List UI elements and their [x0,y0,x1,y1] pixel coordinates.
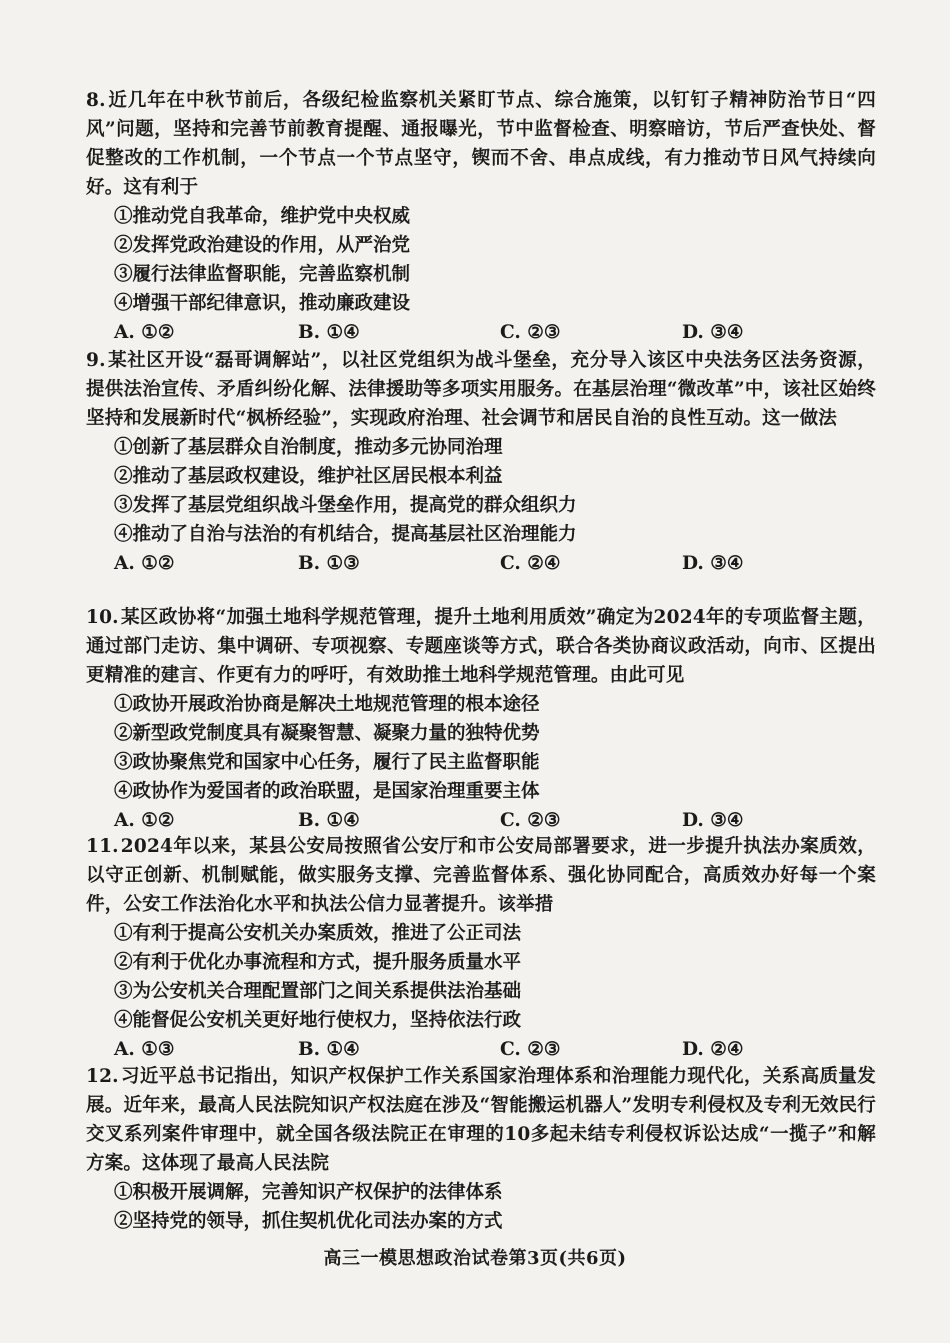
option-b: B. ①④ [298,1039,360,1060]
question-stem [86,603,876,690]
option-d: D. ②④ [682,1039,744,1060]
statement-1: ①创新了基层群众自治制度，推动多元协同治理 [114,437,503,458]
statement-3: ③发挥了基层党组织战斗堡垒作用，提高党的群众组织力 [114,495,577,516]
question-8 [86,86,876,347]
question-number: 11. [86,836,119,857]
option-a: A. ①② [114,322,175,343]
statement-2: ②推动了基层政权建设，维护社区居民根本利益 [114,466,503,487]
option-c: C. ②③ [500,322,561,343]
question-stem [86,86,876,202]
question-text: 习近平总书记指出，知识产权保护工作关系国家治理体系和治理能力现代化，关系高质量发展。近年来，最高人民法院知识产权法庭在涉及“智能搬运机器人”发明专利侵权及专利无效民行交叉系列案件审理中，就全国各级法院正在审理的10多起未结专利侵权诉讼达成“一揽子”和解方案。这体现了最高人民法院 [86,1066,876,1174]
option-d: D. ③④ [682,322,744,343]
option-a: A. ①② [114,553,175,574]
answer-options [86,1035,876,1064]
statement-2: ②新型政党制度具有凝聚智慧、凝聚力量的独特优势 [114,723,540,744]
question-11 [86,832,876,1064]
statement-3: ③政协聚焦党和国家中心任务，履行了民主监督职能 [114,752,540,773]
answer-options [86,318,876,347]
option-d: D. ③④ [682,810,744,831]
statement-4: ④政协作为爱国者的政治联盟，是国家治理重要主体 [114,781,540,802]
statement-4: ④增强干部纪律意识，推动廉政建设 [114,293,411,314]
question-stem [86,1062,876,1178]
statement-2: ②坚持党的领导，抓住契机优化司法办案的方式 [114,1211,503,1232]
statement-2: ②有利于优化办事流程和方式，提升服务质量水平 [114,952,522,973]
page-footer: 高三一模思想政治试卷第3页(共6页) [323,1248,627,1269]
answer-options [86,806,876,835]
option-c: C. ②④ [500,553,561,574]
option-b: B. ①④ [298,322,360,343]
question-number: 9. [86,350,106,371]
question-text: 某区政协将“加强土地科学规范管理，提升土地利用质效”确定为2024年的专项监督主题，通过部门走访、集中调研、专项视察、专题座谈等方式，联合各类协商议政活动，向市、区提出更精准的建言、作更有力的呼吁，有效助推土地科学规范管理。由此可见 [86,607,876,686]
statement-4: ④推动了自治与法治的有机结合，提高基层社区治理能力 [114,524,577,545]
statement-1: ①积极开展调解，完善知识产权保护的法律体系 [114,1182,503,1203]
option-a: A. ①③ [114,1039,175,1060]
statement-1: ①政协开展政治协商是解决土地规范管理的根本途径 [114,694,540,715]
question-stem [86,832,876,919]
statement-1: ①推动党自我革命，维护党中央权威 [114,206,411,227]
question-10 [86,603,876,835]
question-9 [86,346,876,578]
statement-3: ③为公安机关合理配置部门之间关系提供法治基础 [114,981,522,1002]
option-d: D. ③④ [682,553,744,574]
option-c: C. ②③ [500,810,561,831]
option-a: A. ①② [114,810,175,831]
question-text: 近几年在中秋节前后，各级纪检监察机关紧盯节点、综合施策，以钉钉子精神防治节日“四风”问题，坚持和完善节前教育提醒、通报曝光，节中监督检查、明察暗访，节后严查快处、督促整改的工作机制，一个节点一个节点坚守，锲而不舍、串点成线，有力推动节日风气持续向好。这有利于 [86,90,876,198]
question-12 [86,1062,876,1236]
option-c: C. ②③ [500,1039,561,1060]
question-stem [86,346,876,433]
option-b: B. ①③ [298,553,360,574]
option-b: B. ①④ [298,810,360,831]
answer-options [86,549,876,578]
question-text: 2024年以来，某县公安局按照省公安厅和市公安局部署要求，进一步提升执法办案质效，以守正创新、机制赋能，做实服务支撑、完善监督体系、强化协同配合，高质效办好每一个案件，公安工作法治化水平和执法公信力显著提升。该举措 [86,836,876,915]
question-number: 10. [86,607,119,628]
statement-3: ③履行法律监督职能，完善监察机制 [114,264,411,285]
statement-4: ④能督促公安机关更好地行使权力，坚持依法行政 [114,1010,522,1031]
question-number: 12. [86,1066,119,1087]
question-text: 某社区开设“磊哥调解站”，以社区党组织为战斗堡垒，充分导入该区中央法务区法务资源，提供法治宣传、矛盾纠纷化解、法律援助等多项实用服务。在基层治理“微改革”中，该社区始终坚持和发展新时代“枫桥经验”，实现政府治理、社会调节和居民自治的良性互动。这一做法 [86,350,876,429]
statement-2: ②发挥党政治建设的作用，从严治党 [114,235,411,256]
statement-1: ①有利于提高公安机关办案质效，推进了公正司法 [114,923,522,944]
question-number: 8. [86,90,106,111]
